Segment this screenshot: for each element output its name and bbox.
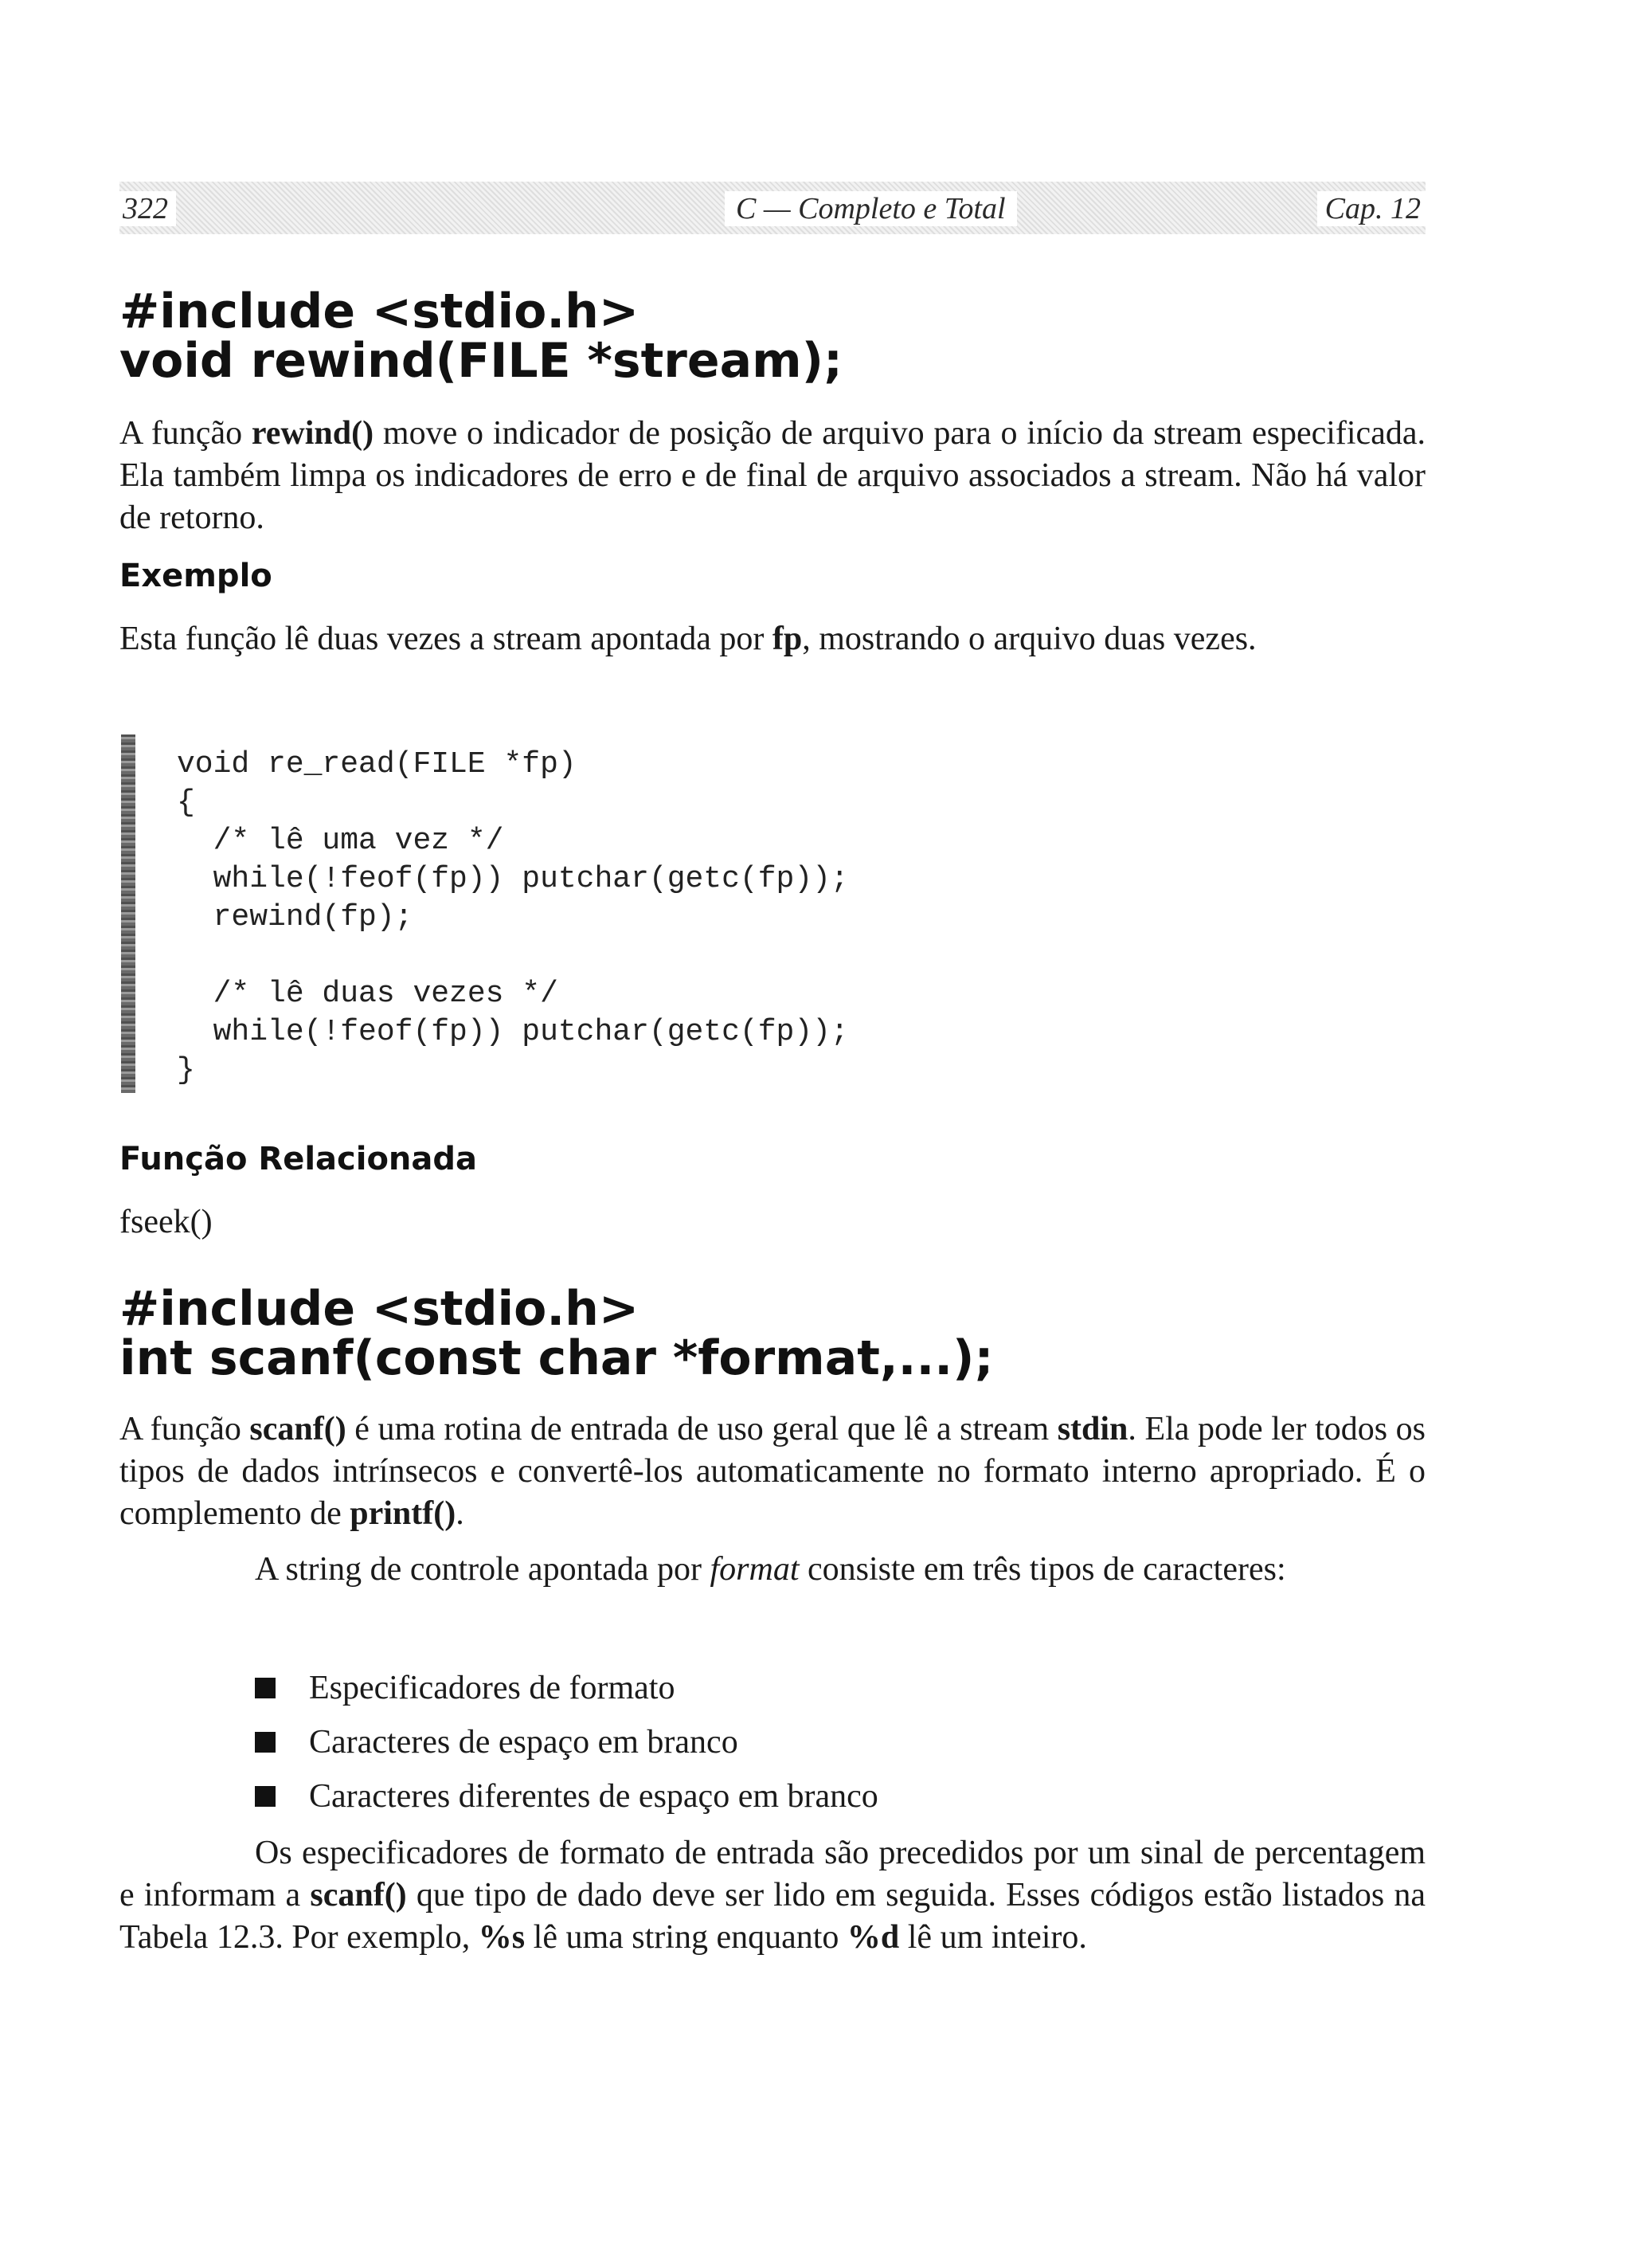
code-line: { xyxy=(177,785,195,820)
format-code: %d xyxy=(847,1919,900,1956)
related-function-name: fseek() xyxy=(119,1204,213,1240)
rewind-heading xyxy=(119,284,843,389)
text-run: lê uma string enquanto xyxy=(525,1919,847,1956)
scanf-prototype: int scanf(const char *format,...); xyxy=(119,1330,994,1386)
text-run: A função xyxy=(119,1411,250,1447)
bullet-icon xyxy=(255,1786,276,1807)
control-string-paragraph xyxy=(119,1549,1426,1591)
format-code: %s xyxy=(478,1919,526,1956)
code-line: void re_read(FILE *fp) xyxy=(177,747,577,781)
text-run: move o indicador de posição de arquivo para o início da stream especificada. Ela também limpa os indicadores de erro e de final de arquivo associados a stream. Não há valor de retorno. xyxy=(119,415,1426,536)
page-number: 322 xyxy=(119,191,176,226)
text-run: . xyxy=(456,1495,464,1532)
bullet-icon xyxy=(255,1732,276,1753)
running-header xyxy=(119,182,1426,234)
rewind-include: #include <stdio.h> xyxy=(119,284,639,339)
rewind-prototype: void rewind(FILE *stream); xyxy=(119,333,843,389)
example-heading: Exemplo xyxy=(119,558,272,594)
text-run: que tipo de dado deve ser lido em seguida. Esses códigos estão listados na Tabela 12.3. Por exemplo, xyxy=(119,1877,1426,1956)
text-run: A função xyxy=(119,415,252,452)
chapter-label: Cap. 12 xyxy=(1317,191,1426,226)
text-run: A string de controle apontada por xyxy=(255,1551,710,1588)
code-line: while(!feof(fp)) putchar(getc(fp)); xyxy=(177,1015,849,1049)
function-name: printf() xyxy=(350,1495,456,1532)
text-run: Os especificadores de formato de entrada são precedidos por um sinal de percentagem e informam a xyxy=(119,1835,1426,1914)
text-run: é uma rotina de entrada de uso geral que lê a stream xyxy=(346,1411,1058,1447)
format-specifiers-paragraph xyxy=(119,1832,1426,1959)
list-item-label: Caracteres de espaço em branco xyxy=(309,1724,738,1761)
related-function-heading: Função Relacionada xyxy=(119,1141,478,1177)
list-item-label: Especificadores de formato xyxy=(309,1670,675,1706)
text-run: , mostrando o arquivo duas vezes. xyxy=(802,621,1257,657)
code-example xyxy=(177,746,849,1090)
list-item xyxy=(255,1661,878,1715)
example-description xyxy=(119,618,1426,660)
text-run: . Ela pode ler todos os tipos de dados intrínsecos e convertê-los automaticamente no formato interno apropriado. É o complemento de xyxy=(119,1411,1426,1532)
list-item-label: Caracteres diferentes de espaço em branco xyxy=(309,1778,878,1815)
stream-name: stdin xyxy=(1057,1411,1128,1447)
bullet-icon xyxy=(255,1678,276,1698)
rewind-description xyxy=(119,413,1426,539)
scanf-heading xyxy=(119,1281,994,1386)
variable-name: fp xyxy=(772,621,803,657)
text-run: Esta função lê duas vezes a stream apontada por xyxy=(119,621,772,657)
parameter-name: format xyxy=(710,1551,800,1588)
list-item xyxy=(255,1769,878,1823)
code-margin-bar xyxy=(121,734,135,1093)
function-name: rewind() xyxy=(251,415,374,452)
character-types-list xyxy=(255,1661,878,1823)
scanf-include: #include <stdio.h> xyxy=(119,1281,639,1337)
code-line: while(!feof(fp)) putchar(getc(fp)); xyxy=(177,862,849,896)
function-name: scanf() xyxy=(310,1877,407,1914)
book-title: C — Completo e Total xyxy=(725,191,1017,226)
function-name: scanf() xyxy=(249,1411,346,1447)
code-line: } xyxy=(177,1053,195,1087)
code-line xyxy=(177,937,849,975)
code-line: /* lê duas vezes */ xyxy=(177,977,558,1011)
scanf-description xyxy=(119,1408,1426,1535)
code-line: /* lê uma vez */ xyxy=(177,824,504,858)
text-run: lê um inteiro. xyxy=(899,1919,1087,1956)
list-item xyxy=(255,1715,878,1769)
text-run: consiste em três tipos de caracteres: xyxy=(799,1551,1286,1588)
code-line: rewind(fp); xyxy=(177,900,413,934)
